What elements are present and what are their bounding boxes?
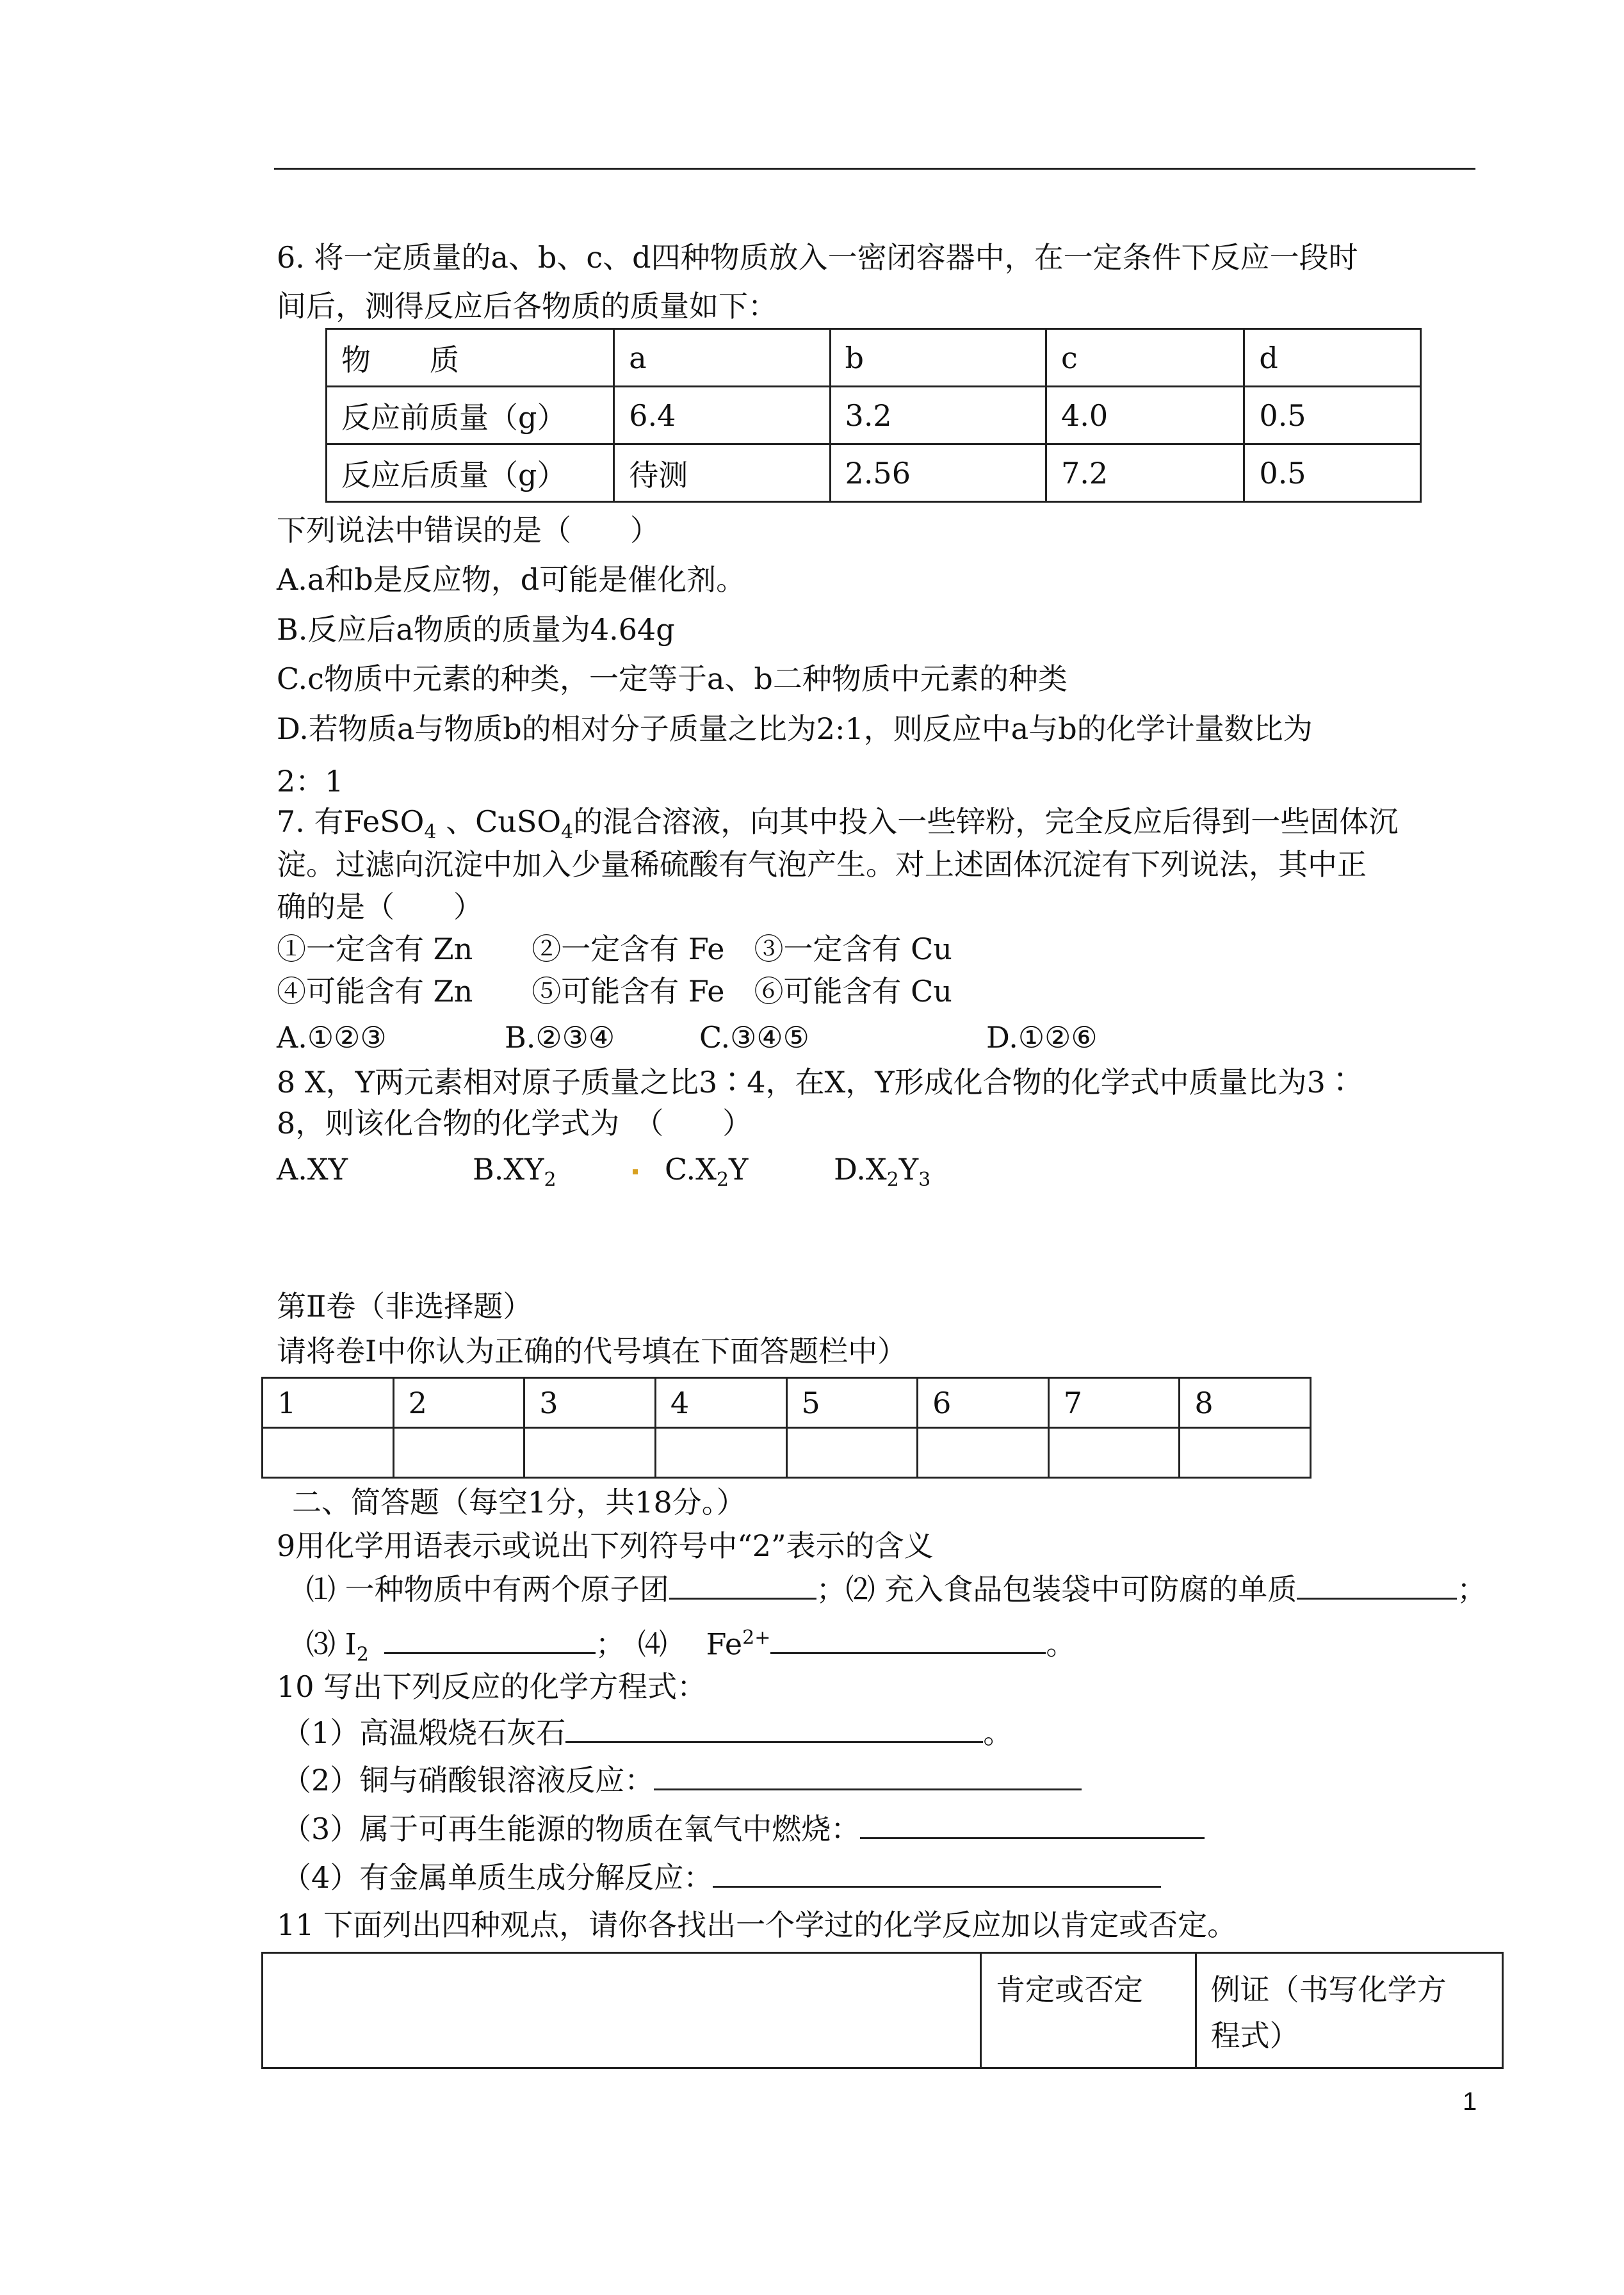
q10-row2 (282, 1761, 1082, 1799)
q10-item1: （1）高温煅烧石灰石 (282, 1715, 566, 1750)
q9-row1 (306, 1570, 1486, 1609)
q9-answer-blank-1[interactable] (669, 1572, 816, 1600)
q6-option-b: B.反应后a物质的质量为4.64g (277, 612, 675, 647)
q7-subscript: 4 (424, 821, 437, 844)
q6-header-cell: c (1046, 329, 1244, 387)
q11-viewpoint-cell (263, 1953, 981, 2068)
q8-option-a: A.XY (277, 1152, 348, 1187)
q9-item4: ⑷ Fe (637, 1626, 743, 1662)
q10-answer-blank-1[interactable] (565, 1715, 983, 1743)
answer-blank-cell[interactable] (1048, 1428, 1180, 1478)
q9-answer-blank-2[interactable] (1297, 1572, 1457, 1600)
q7-text: 的混合溶液，向其中投入一些锌粉，完全反应后得到一些固体沉 (573, 804, 1399, 839)
q8-option-c-text: C.X (665, 1152, 717, 1187)
q10-title: 10 写出下列反应的化学方程式： (277, 1669, 707, 1704)
q8-line2: 8，则该化合物的化学式为 （ ） (277, 1106, 752, 1140)
q6-mass-table (325, 328, 1422, 503)
q9-sep3: ； (595, 1626, 625, 1662)
q7-option-c: C.③④⑤ (699, 1020, 809, 1055)
answer-grid-blanks (263, 1428, 1311, 1478)
q7-text: 、CuSO (436, 804, 562, 839)
q10-item3: （3）属于可再生能源的物质在氧气中燃烧： (282, 1812, 861, 1846)
q10-row3 (282, 1810, 1205, 1848)
q9-item1: ⑴ 一种物质中有两个原子团 (306, 1572, 669, 1607)
q8-line1: 8 X，Y两元素相对原子质量之比3∶4，在X，Y形成化合物的化学式中质量比为3∶ (277, 1065, 1355, 1099)
answer-number-cell: 1 (263, 1378, 394, 1428)
answer-blank-cell[interactable] (524, 1428, 656, 1478)
answer-number-cell: 8 (1180, 1378, 1311, 1428)
q7-option-a: A.①②③ (277, 1020, 387, 1055)
q10-item4: （4）有金属单质生成分解反应： (282, 1860, 713, 1895)
answer-number-cell: 6 (918, 1378, 1049, 1428)
q10-item2: （2）铜与硝酸银溶液反应： (282, 1763, 654, 1797)
q8-subscript: 2 (716, 1169, 729, 1192)
answer-number-cell: 4 (655, 1378, 786, 1428)
table-cell: 0.5 (1244, 444, 1421, 502)
q9-row2 (306, 1619, 1075, 1675)
q8-option-d (834, 1150, 930, 1199)
part2-title: 第Ⅱ卷（非选择题） (277, 1289, 533, 1324)
q9-answer-blank-3[interactable] (384, 1626, 596, 1654)
q7-line2: 淀。过滤向沉淀中加入少量稀硫酸有气泡产生。对上述固体沉淀有下列说法，其中正 (277, 847, 1367, 882)
q8-option-c (665, 1150, 748, 1199)
answer-number-cell: 5 (786, 1378, 918, 1428)
table-cell: 待测 (614, 444, 830, 502)
q6-header-cell: d (1244, 329, 1421, 387)
q7-statements-2: ④可能含有 Zn ⑤可能含有 Fe ⑥可能含有 Cu (277, 974, 952, 1009)
q6-header-cell: 物 质 (327, 329, 614, 387)
answer-grid-numbers (263, 1378, 1311, 1428)
q6-header-cell: a (614, 329, 830, 387)
table-cell: 6.4 (614, 387, 830, 444)
answer-blank-cell[interactable] (918, 1428, 1049, 1478)
table-cell: 3.2 (830, 387, 1046, 444)
q11-example-header-line1: 例证（书写化学方 (1210, 1972, 1447, 2007)
part2-instruction: 请将卷Ⅰ中你认为正确的代号填在下面答题栏中） (277, 1334, 907, 1368)
q11-table-header (263, 1953, 1503, 2068)
table-cell: 反应前质量（g） (327, 387, 614, 444)
q8-subscript: 2 (886, 1169, 899, 1192)
q6-option-d-line2: 2：1 (277, 764, 344, 799)
q6-line2: 间后，测得反应后各物质的质量如下： (277, 289, 777, 323)
q7-option-b: B.②③④ (505, 1020, 615, 1055)
section2-title: 二、简答题（每空1分，共18分。） (292, 1485, 746, 1520)
q9-end2: ； (1457, 1572, 1487, 1607)
answer-grid (261, 1377, 1311, 1479)
q9-subscript: 2 (356, 1643, 369, 1666)
q10-end1: 。 (983, 1715, 1013, 1750)
q7-option-d: D.①②⑥ (986, 1020, 1098, 1055)
q11-example-header-line2: 程式） (1210, 2018, 1299, 2053)
q11-example-header (1196, 1953, 1502, 2068)
table-cell: 2.56 (830, 444, 1046, 502)
stray-dot-mark (633, 1169, 638, 1174)
q6-option-c: C.c物质中元素的种类，一定等于a、b二种物质中元素的种类 (277, 661, 1068, 696)
q6-option-d-line1: D.若物质a与物质b的相对分子质量之比为2:1，则反应中a与b的化学计量数比为 (277, 711, 1313, 746)
q9-sep1: ； (816, 1572, 846, 1607)
table-cell: 0.5 (1244, 387, 1421, 444)
q11-table (261, 1952, 1504, 2069)
table-row (327, 444, 1421, 502)
q6-table-header (327, 329, 1421, 387)
q11-affirm-header: 肯定或否定 (981, 1953, 1196, 2068)
q10-row1 (282, 1714, 1012, 1752)
q8-option-c-tail: Y (729, 1152, 749, 1187)
q7-subscript: 4 (561, 821, 574, 844)
q11-title: 11 下面列出四种观点，请你各找出一个学过的化学反应加以肯定或否定。 (277, 1908, 1237, 1942)
table-cell: 7.2 (1046, 444, 1244, 502)
q10-answer-blank-4[interactable] (713, 1860, 1161, 1888)
q9-end4: 。 (1046, 1626, 1076, 1662)
header-rule (274, 168, 1475, 170)
q8-subscript: 2 (544, 1169, 556, 1192)
q7-text: 7. 有FeSO (277, 804, 425, 839)
answer-blank-cell[interactable] (1180, 1428, 1311, 1478)
page-number: 1 (1463, 2088, 1477, 2116)
q6-option-a: A.a和b是反应物，d可能是催化剂。 (277, 562, 746, 597)
q10-answer-blank-3[interactable] (860, 1812, 1205, 1839)
answer-blank-cell[interactable] (655, 1428, 786, 1478)
answer-number-cell: 7 (1048, 1378, 1180, 1428)
q8-option-b (473, 1150, 556, 1199)
q9-item2: ⑵ 充入食品包装袋中可防腐的单质 (845, 1572, 1297, 1607)
q9-title: 9用化学用语表示或说出下列符号中“2”表示的含义 (277, 1529, 934, 1563)
answer-blank-cell[interactable] (263, 1428, 394, 1478)
q7-line1 (277, 802, 1398, 852)
q8-option-d-text: D.X (834, 1152, 887, 1187)
q10-answer-blank-2[interactable] (654, 1763, 1082, 1790)
table-cell: 4.0 (1046, 387, 1244, 444)
q6-header-cell: b (830, 329, 1046, 387)
q7-statements-1: ①一定含有 Zn ②一定含有 Fe ③一定含有 Cu (277, 932, 952, 966)
q6-line1: 6. 将一定质量的a、b、c、d四种物质放入一密闭容器中，在一定条件下反应一段时 (277, 240, 1358, 275)
answer-number-cell: 3 (524, 1378, 656, 1428)
table-row (327, 387, 1421, 444)
q8-option-b-text: B.XY (473, 1152, 544, 1187)
q10-row4 (282, 1858, 1161, 1897)
q7-line3: 确的是（ ） (277, 889, 483, 924)
q8-option-d-mid: Y (898, 1152, 919, 1187)
answer-blank-cell[interactable] (786, 1428, 918, 1478)
q9-superscript: 2+ (742, 1626, 771, 1649)
q8-subscript: 3 (918, 1169, 931, 1192)
answer-blank-cell[interactable] (393, 1428, 524, 1478)
q9-item3: ⑶ I (306, 1626, 357, 1662)
q9-answer-blank-4[interactable] (770, 1626, 1046, 1654)
table-cell: 反应后质量（g） (327, 444, 614, 502)
answer-number-cell: 2 (393, 1378, 524, 1428)
q6-stem: 下列说法中错误的是（ ） (277, 513, 660, 547)
